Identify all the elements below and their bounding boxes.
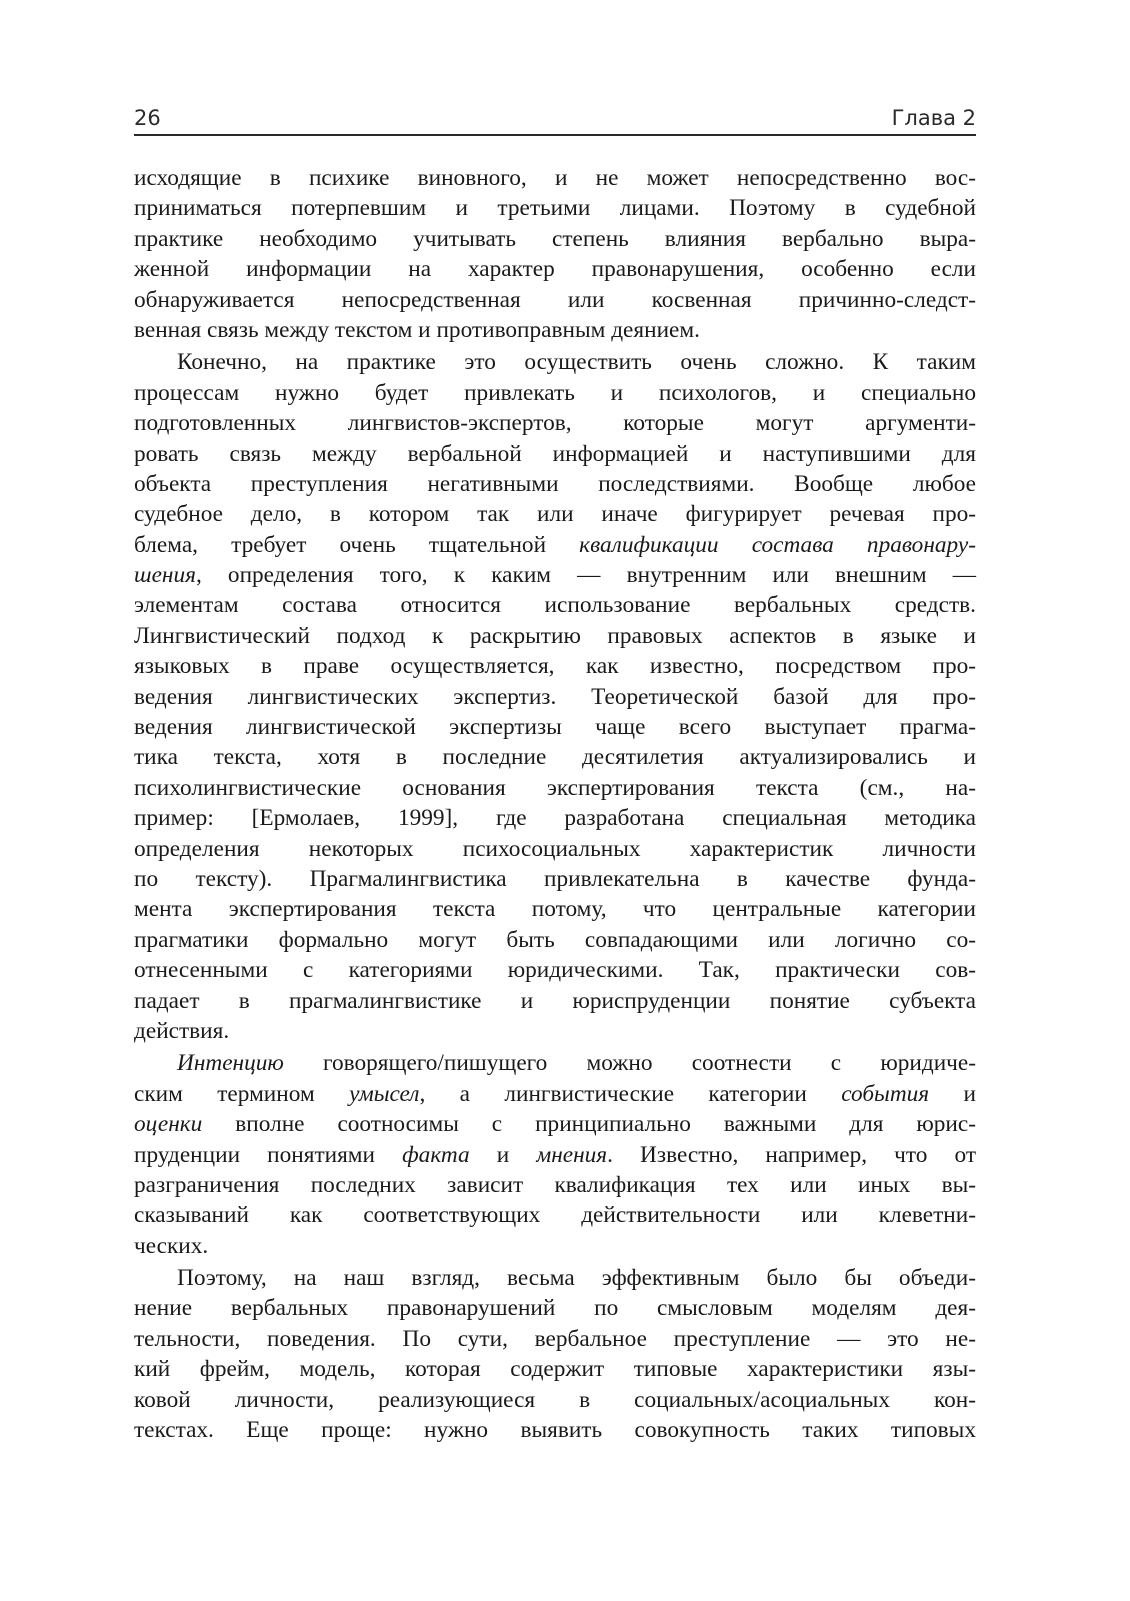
text-run: и [929,1080,976,1107]
text-run: пруденции понятиями [134,1141,403,1168]
paragraph-3 [134,1048,976,1261]
paragraph-2 [134,347,976,1046]
italic-term: события [841,1080,930,1107]
text-line: по тексту). Прагмалингвистика привлекательна в качестве фунда- [134,865,976,892]
text-run: вполне соотносимы с принципиально важными для юрис- [202,1111,976,1138]
text-line: практике необходимо учитывать степень влияния вербально выра- [134,225,976,252]
running-header [134,106,976,136]
text-line: сказываний как соответствующих действительности или клеветни- [134,1202,976,1229]
text-line: ведения лингвистической экспертизы чаще всего выступает прагма- [134,714,976,741]
text-run: говорящего/пишущего можно соотнести с юридиче- [283,1050,976,1077]
text-line: кий фрейм, модель, которая содержит типовые характеристики язы- [134,1356,976,1383]
text-line: определения некоторых психосоциальных характеристик личности [134,835,976,862]
text-line: объекта преступления негативными последствиями. Вообще любое [134,470,976,497]
italic-term: оценки [134,1111,203,1138]
text-line [134,1048,976,1078]
paragraph-1 [134,163,976,345]
paragraph-4 [134,1263,976,1445]
text-run: блема, требует очень тщательной [134,531,580,558]
italic-term: квалификации состава правонару- [579,531,976,558]
text-line [134,1079,976,1109]
text-line [134,1109,976,1139]
text-line: нение вербальных правонарушений по смысловым моделям дея- [134,1295,976,1322]
text-line: отнесенными с категориями юридическими. Так, практически сов- [134,957,976,984]
text-line: подготовленных лингвистов-экспертов, которые могут аргументи- [134,410,976,437]
text-line: языковых в праве осуществляется, как известно, посредством про- [134,653,976,680]
text-line: ровать связь между вербальной информацией и наступившими для [134,440,976,467]
text-line: Поэтому, на наш взгляд, весьма эффективным было бы объеди- [177,1265,976,1292]
text-line: элементам состава относится использование вербальных средств. [134,592,976,619]
text-line: ческих. [134,1232,209,1259]
text-run: , а лингвистические категории [419,1080,842,1107]
text-line: исходящие в психике виновного, и не может непосредственно вос- [134,165,976,191]
text-line: судебное дело, в котором так или иначе фигурирует речевая про- [134,501,976,528]
text-line [134,1140,976,1170]
text-line: разграничения последних зависит квалификация тех или иных вы- [134,1171,976,1198]
italic-term: мнения [536,1141,608,1168]
text-line: Конечно, на практике это осуществить очень сложно. К таким [177,349,976,376]
text-line: венная связь между текстом и противоправным деянием. [134,316,700,343]
text-line: пример: [Ермолаев, 1999], где разработана специальная методика [134,805,976,832]
text-run: и [469,1141,537,1168]
text-line: действия. [134,1017,230,1044]
text-line: обнаруживается непосредственная или косвенная причинно-следст- [134,286,976,313]
text-line: психолингвистические основания экспертирования текста (см., на- [134,774,976,801]
text-line: мента экспертирования текста потому, что центральные категории [134,896,976,923]
text-run: , определения того, к каким — внутренним или внешним — [195,562,976,589]
text-line: женной информации на характер правонарушения, особенно если [134,256,976,283]
body-text [134,163,976,1445]
text-line [134,560,976,590]
page-number: 26 [134,106,161,130]
text-line: тика текста, хотя в последние десятилетия актуализировались и [134,744,976,771]
text-line: ковой личности, реализующиеся в социальных/асоциальных кон- [134,1386,976,1413]
text-run: . Известно, например, что от [607,1141,977,1168]
italic-term: умысел [349,1080,420,1107]
italic-term: шения [134,562,196,589]
text-line: падает в прагмалингвистике и юриспруденции понятие субъекта [134,987,976,1014]
text-line: прагматики формально могут быть совпадающими или логично со- [134,926,976,953]
text-line [134,530,976,560]
text-line: текстах. Еще проще: нужно выявить совокупность таких типовых [134,1417,976,1444]
text-line: приниматься потерпевшим и третьими лицами. Поэтому в судебной [134,195,976,222]
italic-term: факта [402,1141,470,1168]
text-line: тельности, поведения. По сути, вербальное преступление — это не- [134,1325,976,1352]
text-line: ведения лингвистических экспертиз. Теоретической базой для про- [134,683,976,710]
text-run: ским термином [134,1080,350,1107]
text-line: процессам нужно будет привлекать и психологов, и специально [134,379,976,406]
text-line: Лингвистический подход к раскрытию правовых аспектов в языке и [134,622,976,649]
italic-term: Интенцию [177,1050,284,1077]
chapter-label: Глава 2 [891,106,976,130]
